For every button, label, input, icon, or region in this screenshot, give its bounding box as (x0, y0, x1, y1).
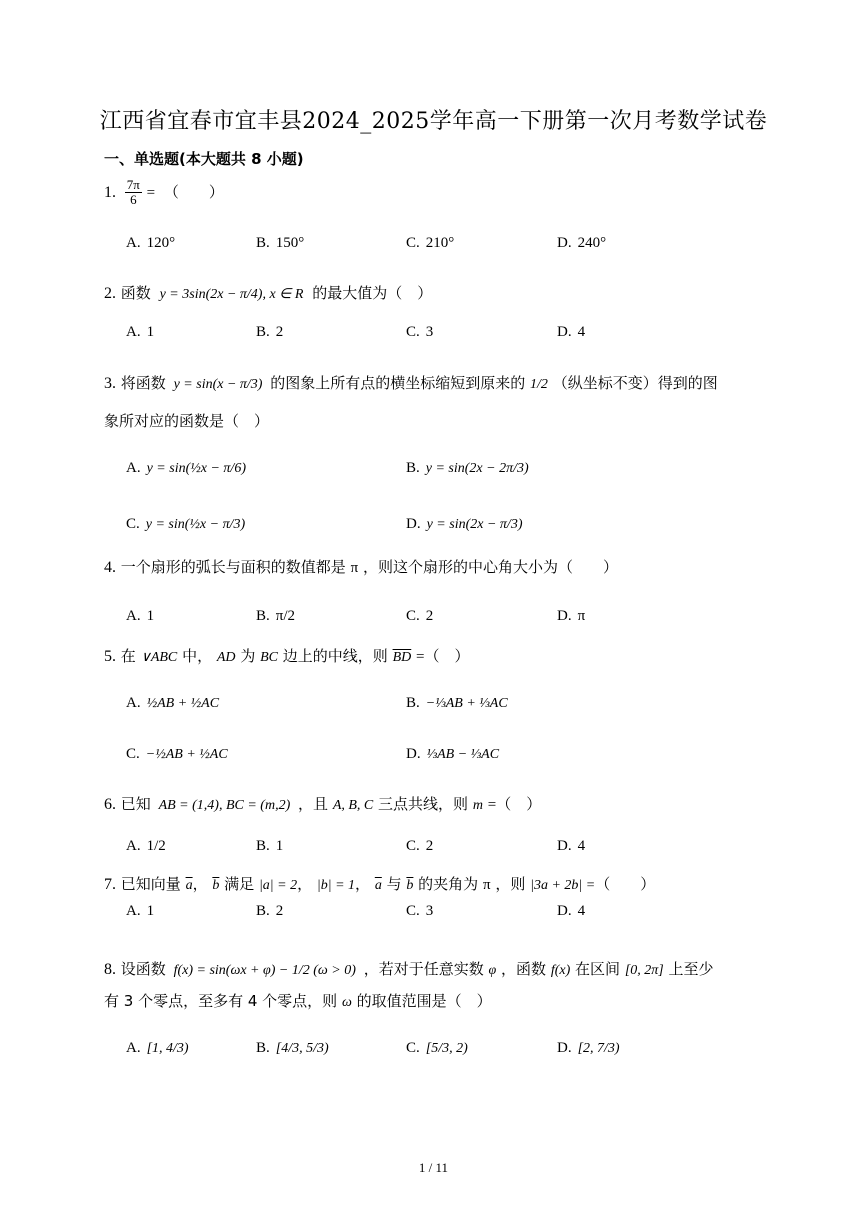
answer-blank: （ ） (424, 647, 470, 665)
points-abc: A, B, C (332, 798, 374, 813)
vector-b: $\overline{b}$ (406, 878, 414, 893)
option-text: 150° (275, 235, 305, 251)
option-label: A. (126, 838, 141, 854)
question-2 (104, 282, 432, 303)
option-label: D. (557, 608, 572, 624)
option-d (557, 903, 585, 920)
option-text: ⅓AB − ⅓AC (426, 747, 500, 762)
option-text: [5/3, 2) (425, 1041, 468, 1056)
answer-blank: （ ） (496, 795, 542, 813)
option-b (406, 460, 529, 477)
option-label: B. (256, 1040, 270, 1056)
question-8 (104, 958, 764, 979)
question-4 (104, 556, 618, 577)
option-text: y = sin(2x − π/3) (426, 517, 523, 532)
option-label: C. (406, 1040, 420, 1056)
function-f: f(x) (550, 963, 571, 978)
question-text: 象所对应的函数是 (104, 412, 225, 430)
option-a (126, 1040, 189, 1057)
answer-blank: （ ） (163, 183, 224, 201)
option-text: 210° (425, 235, 455, 251)
math-expression: y = 3sin(2x − π/4), x ∈ R (159, 287, 304, 302)
option-text: 2 (425, 608, 434, 624)
question-text: 边上的中线，则 (282, 647, 388, 665)
variable-phi: φ (488, 963, 497, 978)
option-label: B. (256, 324, 270, 340)
option-c (406, 838, 433, 855)
option-d (557, 324, 585, 341)
option-label: B. (256, 838, 270, 854)
option-text: −½AB + ½AC (145, 747, 228, 762)
question-text: 有 3 个零点，至多有 4 个零点，则 (104, 992, 338, 1010)
question-text: 一个扇形的弧长与面积的数值都是 (120, 558, 346, 576)
answer-blank: （ ） (446, 992, 492, 1010)
answer-blank: （ ） (595, 875, 656, 893)
question-text: 的取值范围是 (356, 992, 447, 1010)
option-text: 4 (577, 903, 586, 919)
option-label: C. (406, 608, 420, 624)
question-text: 已知向量 (120, 875, 181, 893)
option-text: 2 (275, 903, 284, 919)
option-b (256, 903, 283, 920)
question-number: 8. (104, 961, 116, 978)
option-label: A. (126, 235, 141, 251)
option-c (126, 746, 228, 763)
question-7: 7. 已知向量 $\overline{a}$， $\overline{b}$ 满足 |a| = 2， |b| = 1， $\overline{a}$ 与 $\overline{b}$ 的夹角为 π ，则 |3a + 2b| =（ ） (104, 875, 656, 893)
question-number: 2. (104, 285, 116, 302)
option-text: 1 (146, 903, 155, 919)
option-text: 3 (425, 903, 434, 919)
option-label: C. (406, 324, 420, 340)
option-label: A. (126, 695, 141, 711)
question-8-line-2 (104, 990, 492, 1011)
section-heading: 一、单选题(本大题共 8 小题) (104, 150, 304, 168)
interval: [0, 2π] (624, 963, 664, 978)
math-expression: y = sin(x − π/3) (173, 377, 263, 392)
triangle-name: ∨ABC (140, 650, 178, 665)
exam-title: 江西省宜春市宜丰县2024_2025学年高一下册第一次月考数学试卷 (99, 109, 768, 134)
option-d (406, 516, 522, 533)
option-text: 1 (146, 324, 155, 340)
option-text: 240° (577, 235, 607, 251)
option-label: C. (406, 838, 420, 854)
question-number: 6. (104, 796, 116, 813)
question-text: 设函数 (120, 960, 166, 978)
option-d (406, 746, 499, 763)
math-expression: f(x) = sin(ωx + φ) − 1/2 (ω > 0) (173, 963, 356, 978)
option-text: 4 (577, 838, 586, 854)
option-label: C. (126, 746, 140, 762)
option-text: 4 (577, 324, 586, 340)
equals-sign: = (487, 797, 497, 813)
question-text: ，若对于任意实数 (363, 960, 484, 978)
option-text: π (577, 608, 586, 624)
equals-sign: = (146, 185, 156, 201)
option-text: [4/3, 5/3) (275, 1041, 329, 1056)
question-3-line-2 (104, 410, 269, 431)
question-text: 在区间 (575, 960, 621, 978)
answer-blank: （ ） (224, 412, 270, 430)
answer-blank: （ ） (387, 284, 433, 302)
question-text: 三点共线，则 (378, 795, 469, 813)
option-a (126, 460, 246, 477)
vector-b: $\overline{b}$ (212, 878, 220, 893)
option-a (126, 903, 154, 920)
option-c (406, 235, 454, 252)
option-label: B. (256, 608, 270, 624)
option-label: B. (256, 235, 270, 251)
option-text: y = sin(2x − 2π/3) (425, 461, 529, 476)
option-label: D. (557, 1040, 572, 1056)
option-b (256, 608, 295, 625)
segment-bc: BC (260, 650, 278, 665)
option-text: 1/2 (146, 838, 166, 854)
norm-b: |b| = 1 (316, 878, 356, 893)
question-number: 4. (104, 559, 116, 576)
option-d (557, 608, 585, 625)
variable-m: m (472, 798, 483, 813)
segment-ad: AD (216, 650, 236, 665)
option-label: D. (406, 746, 421, 762)
question-6 (104, 793, 541, 814)
question-text: 将函数 (120, 374, 166, 392)
question-text: 的图象上所有点的横坐标缩短到原来的 (270, 374, 526, 392)
question-text: 为 (240, 647, 256, 665)
option-a (126, 695, 219, 712)
question-text: 与 (386, 875, 402, 893)
option-a (126, 324, 154, 341)
option-label: C. (406, 235, 420, 251)
option-label: A. (126, 1040, 141, 1056)
option-c (126, 516, 245, 533)
option-label: D. (557, 838, 572, 854)
equals-sign: = (416, 649, 425, 665)
option-b (256, 324, 283, 341)
question-text: 中， (182, 647, 213, 665)
question-text: ，函数 (501, 960, 547, 978)
question-text: 在 (120, 647, 136, 665)
option-text: 120° (146, 235, 176, 251)
question-text: ，且 (298, 795, 329, 813)
question-text: 的夹角为 (418, 875, 479, 893)
option-label: B. (256, 903, 270, 919)
option-text: 2 (425, 838, 434, 854)
question-text: ，则 (495, 875, 526, 893)
option-label: A. (126, 608, 141, 624)
vector-bd: $\overline{BD}$ (392, 650, 412, 665)
option-text: 1 (146, 608, 155, 624)
pi-symbol: π (350, 560, 359, 576)
option-text: ½AB + ½AC (146, 696, 220, 711)
option-d (557, 1040, 620, 1057)
option-c (406, 608, 433, 625)
question-5 (104, 645, 470, 666)
option-label: A. (126, 460, 141, 476)
answer-blank: （ ） (557, 558, 618, 576)
question-number: 1. (104, 184, 116, 201)
option-label: A. (126, 324, 141, 340)
question-1 (104, 178, 224, 207)
option-text: 2 (275, 324, 284, 340)
fraction-numerator: 7π (126, 177, 140, 192)
fraction (125, 178, 142, 207)
option-b (256, 838, 283, 855)
fraction-denominator: 6 (130, 192, 137, 207)
option-text: −⅓AB + ⅓AC (425, 696, 508, 711)
option-text: y = sin(½x − π/6) (146, 461, 246, 476)
option-label: D. (406, 516, 421, 532)
option-text: [1, 4/3) (146, 1041, 189, 1056)
page-number: 1 / 11 (418, 1160, 449, 1175)
norm-a: |a| = 2 (258, 878, 298, 893)
vector-a: $\overline{a}$ (185, 878, 193, 893)
question-text: ，则这个扇形的中心角大小为 (362, 558, 558, 576)
option-label: B. (406, 695, 420, 711)
option-b (256, 235, 304, 252)
fraction-half: 1/2 (530, 377, 548, 392)
question-number: 5. (104, 648, 116, 665)
option-a (126, 608, 154, 625)
option-label: C. (406, 903, 420, 919)
question-text: 满足 (224, 875, 255, 893)
option-label: D. (557, 324, 572, 340)
option-b (256, 1040, 329, 1057)
option-text: y = sin(½x − π/3) (145, 517, 246, 532)
option-c (406, 324, 433, 341)
question-text: 上至少 (668, 960, 714, 978)
question-text: 的最大值为 (312, 284, 388, 302)
option-d (557, 235, 606, 252)
question-number: 7. (104, 876, 116, 893)
option-text: π/2 (275, 608, 296, 624)
option-label: C. (126, 516, 140, 532)
variable-omega: ω (341, 995, 352, 1010)
option-c (406, 1040, 468, 1057)
question-text: （纵坐标不变）得到的图 (552, 374, 718, 392)
option-text: 1 (275, 838, 284, 854)
vector-a: $\overline{a}$ (374, 878, 382, 893)
option-label: D. (557, 235, 572, 251)
option-label: D. (557, 903, 572, 919)
option-b (406, 695, 508, 712)
math-expression: |3a + 2b| = (530, 878, 596, 893)
question-3 (104, 372, 764, 393)
option-text: 3 (425, 324, 434, 340)
option-text: [2, 7/3) (577, 1041, 620, 1056)
option-a (126, 235, 175, 252)
math-expression: AB = (1,4), BC = (m,2) (158, 798, 291, 813)
option-label: A. (126, 903, 141, 919)
pi-symbol: π (482, 877, 491, 893)
question-text: 已知 (120, 795, 151, 813)
option-d (557, 838, 585, 855)
question-number: 3. (104, 375, 116, 392)
option-c (406, 903, 433, 920)
option-a (126, 838, 166, 855)
question-text: 函数 (120, 284, 151, 302)
option-label: B. (406, 460, 420, 476)
